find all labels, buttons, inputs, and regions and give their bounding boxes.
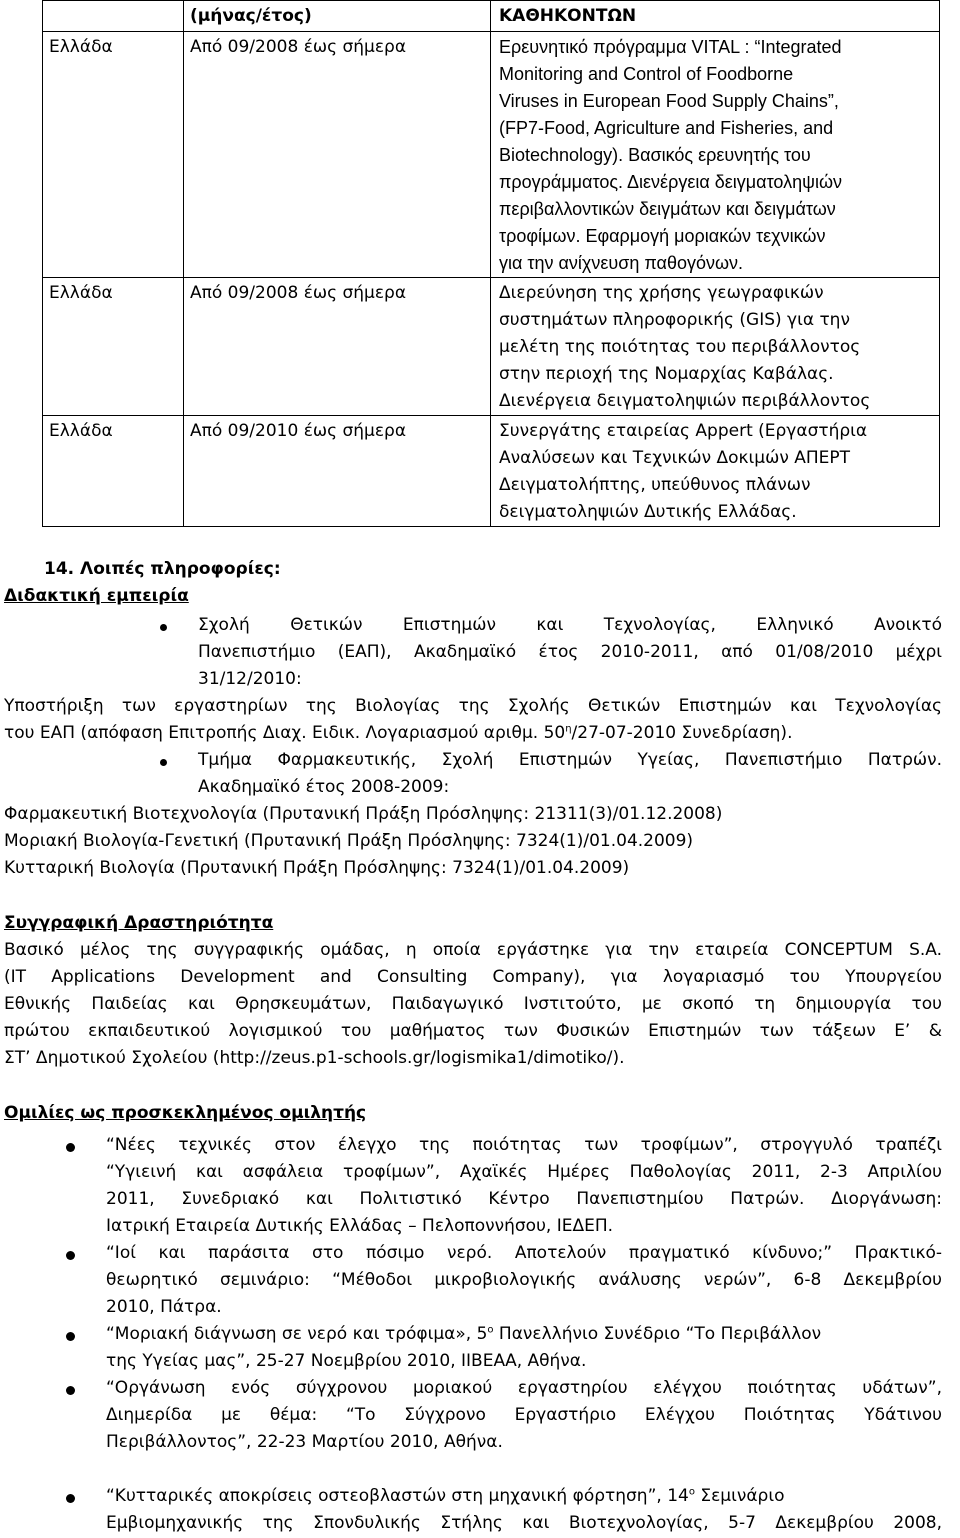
writing-line: (IT Applications Development and Consulting Company), για λογαριασμό του Υπουργείου [4, 967, 942, 987]
talk-line: 2011, Συνεδριακό και Πολιτιστικό Κέντρο Πανεπιστημίου Πατρών. Διοργάνωση: [106, 1189, 942, 1209]
bullet-icon [66, 1251, 75, 1260]
period-cell: Από 09/2010 έως σήμερα [184, 416, 491, 527]
talk-text: “Κυτταρικές αποκρίσεις οστεοβλαστών στη μηχανική φόρτηση”, 14 [106, 1486, 689, 1506]
teaching-line: Ακαδημαϊκό έτος 2008-2009: [198, 777, 450, 797]
country-cell: Ελλάδα [43, 278, 184, 416]
employment-table [42, 0, 940, 527]
header-cell-country [43, 1, 184, 32]
talk-line: “Ιοί και παράσιτα στο πόσιμο νερό. Αποτελούν πραγματικό κίνδυνο;” Πρακτικό- [106, 1243, 942, 1263]
bullet-icon [66, 1332, 75, 1341]
duties-line: Δειγματολήπτης, υπεύθυνος πλάνων [499, 475, 811, 495]
bullet-icon [160, 624, 167, 631]
talk-text: “Μοριακή διάγνωση σε νερό και τρόφιμα», 5 [106, 1324, 488, 1344]
bullet-icon [160, 759, 167, 766]
duties-line: μελέτη της ποιότητας του περιβάλλοντος [499, 337, 861, 357]
course-line: Μοριακή Βιολογία-Γενετική (Πρυτανική Πράξη Πρόσληψης: 7324(1)/01.04.2009) [4, 831, 694, 851]
talk-line: Διημερίδα με θέμα: “Το Σύγχρονο Εργαστήριο Ελέγχου Ποιότητας Υδάτινου [106, 1405, 942, 1425]
teaching-line: Πανεπιστήμιο (ΕΑΠ), Ακαδημαϊκό έτος 2010-2011, από 01/08/2010 μέχρι [198, 642, 942, 662]
bullet-icon [66, 1494, 75, 1503]
teaching-paragraph-line [4, 721, 792, 745]
section-title: 14. Λοιπές πληροφορίες: [44, 559, 281, 579]
talk-line: 2010, Πάτρα. [106, 1297, 222, 1317]
writing-line: Εθνικής Παιδείας και Θρησκευμάτων, Παιδαγωγικό Ινστιτούτο, με σκοπό τη δημιουργία του [4, 994, 942, 1014]
teaching-heading: Διδακτική εμπειρία [4, 586, 189, 606]
duties-line: Συνεργάτης εταιρείας Appert (Εργαστήρια [499, 421, 868, 441]
duties-line: συστημάτων πληροφορικής (GIS) για την [499, 310, 850, 330]
duties-line: Monitoring and Control of Foodborne [499, 64, 794, 84]
writing-heading: Συγγραφική Δραστηριότητα [4, 913, 274, 933]
talk-line: Εμβιομηχανικής της Σπονδυλικής Στήλης και Βιοτεχνολογίας, 5-7 Δεκεμβρίου 2008, [106, 1513, 942, 1533]
talk-line: θεωρητικό σεμινάριο: “Μέθοδοι μικροβιολογικής ανάλυσης νερών”, 6-8 Δεκεμβρίου [106, 1270, 942, 1290]
talk-line: Περιβάλλοντος”, 22-23 Μαρτίου 2010, Αθήνα. [106, 1432, 503, 1452]
talk-line: “Υγιεινή και ασφάλεια τροφίμων”, Αχαϊκές Ημέρες Παθολογίας 2011, 2-3 Απριλίου [106, 1162, 942, 1182]
writing-line: πρώτου εκπαιδευτικού λογισμικού του μαθήματος των Φυσικών Επιστημών των τάξεων Ε’ & [4, 1021, 942, 1041]
duties-cell [491, 32, 940, 278]
duties-line: Διενέργεια δειγματοληψιών περιβάλλοντος [499, 391, 871, 411]
header-cell-duties: ΚΑΘΗΚΟΝΤΩΝ [491, 1, 940, 32]
talk-line [106, 1322, 821, 1346]
duties-line: Ερευνητικό πρόγραμμα VITAL : “Integrated [499, 37, 842, 57]
duties-line: τροφίμων. Εφαρμογή μοριακών τεχνικών [499, 226, 826, 246]
decision-date: /27-07-2010 Συνεδρίαση). [571, 723, 793, 743]
duties-line: Biotechnology). Βασικός ερευνητής του [499, 145, 811, 165]
talk-text: Πανελλήνιο Συνέδριο “Το Περιβάλλον [493, 1324, 822, 1344]
teaching-line: 31/12/2010: [198, 669, 302, 689]
duties-cell [491, 416, 940, 527]
talk-line: “Οργάνωση ενός σύγχρονου μοριακού εργαστηρίου ελέγχου ποιότητας υδάτων”, [106, 1378, 942, 1398]
talk-line [106, 1484, 785, 1508]
duties-line: Viruses in European Food Supply Chains”, [499, 91, 839, 111]
decision-text: του ΕΑΠ (απόφαση Επιτροπής Διαχ. Ειδικ. Λογαριασμού αριθμ. 50 [4, 723, 566, 743]
table-header-row [43, 1, 940, 32]
superscript: ο [688, 1486, 695, 1498]
duties-line: προγράμματος. Διενέργεια δειγματοληψιών [499, 172, 842, 192]
table-row [43, 278, 940, 416]
table-row [43, 416, 940, 527]
duties-line: για την ανίχνευση παθογόνων. [499, 253, 744, 273]
talk-line: Ιατρική Εταιρεία Δυτικής Ελλάδας – Πελοποννήσου, ΙΕΔΕΠ. [106, 1216, 614, 1236]
period-cell: Από 09/2008 έως σήμερα [184, 32, 491, 278]
duties-line: στην περιοχή της Νομαρχίας Καβάλας. [499, 364, 834, 384]
talk-line: “Νέες τεχνικές στον έλεγχο της ποιότητας των τροφίμων”, στρογγυλό τραπέζι [106, 1135, 942, 1155]
writing-line: Βασικό μέλος της συγγραφικής ομάδας, η οποία εργάστηκε για την εταιρεία CONCEPTUM S.A. [4, 940, 942, 960]
duties-line: δειγματοληψιών Δυτικής Ελλάδας. [499, 502, 797, 522]
superscript: η [565, 723, 572, 735]
table-row [43, 32, 940, 278]
course-line: Φαρμακευτική Βιοτεχνολογία (Πρυτανική Πράξη Πρόσληψης: 21311(3)/01.12.2008) [4, 804, 723, 824]
duties-line: Αναλύσεων και Τεχνικών Δοκιμών ΑΠΕΡΤ [499, 448, 851, 468]
duties-cell [491, 278, 940, 416]
period-cell: Από 09/2008 έως σήμερα [184, 278, 491, 416]
superscript: ο [487, 1324, 494, 1336]
country-cell: Ελλάδα [43, 416, 184, 527]
bullet-icon [66, 1386, 75, 1395]
teaching-line: Τμήμα Φαρμακευτικής, Σχολή Επιστημών Υγείας, Πανεπιστήμιο Πατρών. [198, 750, 942, 770]
talk-line: της Υγείας μας”, 25-27 Νοεμβρίου 2010, ΙΙΒΕΑΑ, Αθήνα. [106, 1351, 587, 1371]
header-cell-period: (μήνας/έτος) [184, 1, 491, 32]
teaching-paragraph-line: Υποστήριξη των εργαστηρίων της Βιολογίας της Σχολής Θετικών Επιστημών και Τεχνολογίας [4, 696, 942, 716]
duties-line: Διερεύνηση της χρήσης γεωγραφικών [499, 283, 824, 303]
talks-heading: Ομιλίες ως προσκεκλημένος ομιλητής [4, 1103, 367, 1123]
bullet-icon [66, 1143, 75, 1152]
duties-line: περιβαλλοντικών δειγμάτων και δειγμάτων [499, 199, 836, 219]
teaching-line: Σχολή Θετικών Επιστημών και Τεχνολογίας, Ελληνικό Ανοικτό [198, 615, 942, 635]
country-cell: Ελλάδα [43, 32, 184, 278]
course-line: Κυτταρική Βιολογία (Πρυτανική Πράξη Πρόσληψης: 7324(1)/01.04.2009) [4, 858, 630, 878]
writing-line: ΣΤ’ Δημοτικού Σχολείου (http://zeus.p1-schools.gr/logismika1/dimotiko/). [4, 1048, 625, 1068]
duties-line: (FP7-Food, Agriculture and Fisheries, and [499, 118, 834, 138]
talk-text: Σεμινάριο [694, 1486, 785, 1506]
